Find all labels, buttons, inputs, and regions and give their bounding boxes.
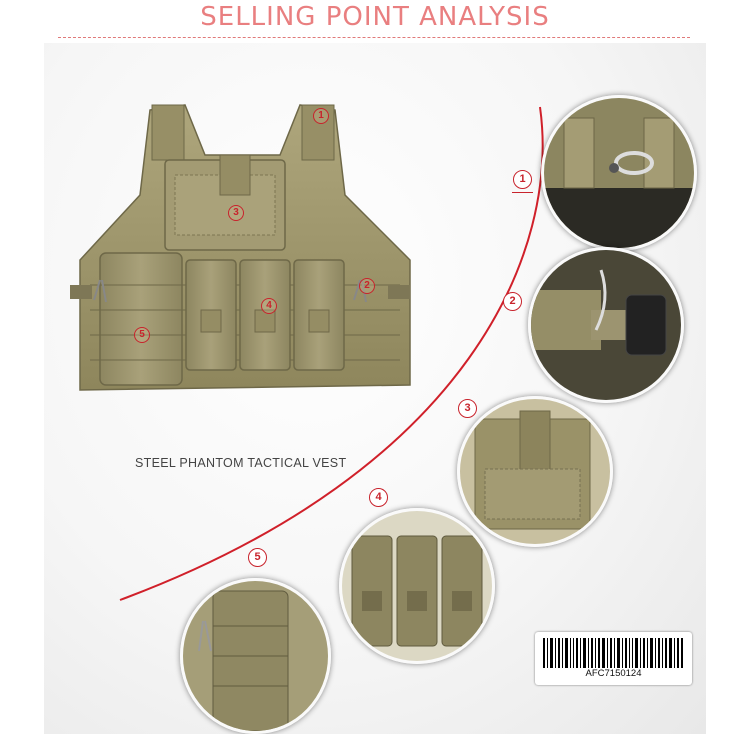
detail-circle-3 [457,396,613,547]
callout-3: 3 [458,399,477,418]
callout-4: 4 [369,488,388,507]
detail-circle-4 [339,508,495,664]
magazine-pouches-icon [342,511,492,661]
vest-marker-4: 4 [261,298,277,314]
detail-circle-5 [180,578,331,734]
utility-pouch-icon [183,581,328,731]
vest-marker-2: 2 [359,278,375,294]
vest-marker-1: 1 [313,108,329,124]
admin-pouch-icon [460,399,610,544]
side-buckle-icon [531,250,681,400]
callout-5: 5 [248,548,267,567]
callout-1: 1 [513,170,532,189]
detail-circle-1 [541,95,697,251]
product-caption: STEEL PHANTOM TACTICAL VEST [135,456,347,470]
tactical-vest-image [70,95,415,405]
barcode-icon [543,638,684,668]
drawcord-loop-icon [544,98,694,248]
callout-2: 2 [503,292,522,311]
barcode-number: AFC7150124 [585,668,642,679]
detail-circle-2 [528,247,684,403]
vest-marker-3: 3 [228,205,244,221]
page-title: SELLING POINT ANALYSIS [200,2,550,32]
barcode-label [535,632,692,685]
vest-marker-5: 5 [134,327,150,343]
